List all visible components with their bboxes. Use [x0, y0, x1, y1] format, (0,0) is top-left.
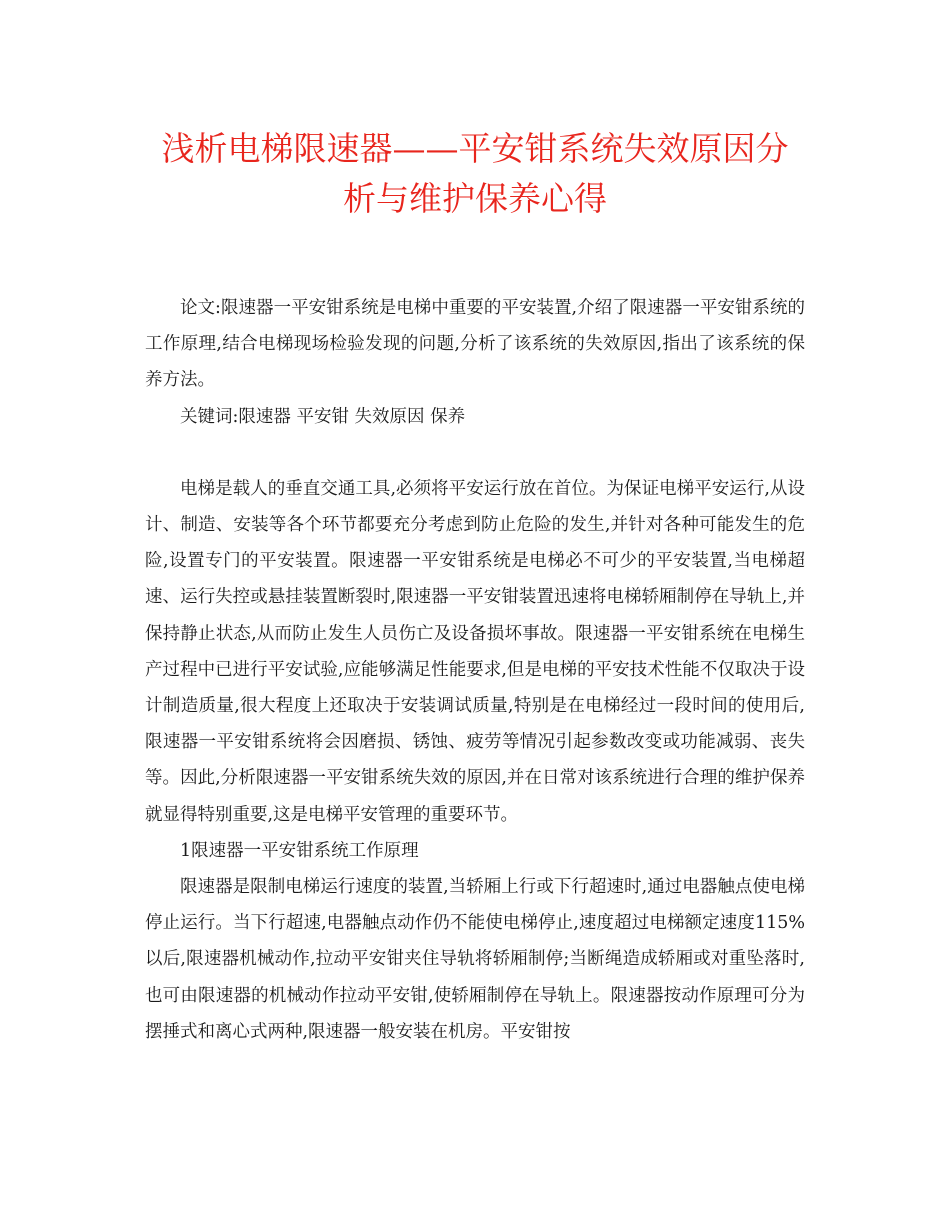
document-title: [120, 124, 830, 224]
abstract-paragraph: 论文:限速器一平安钳系统是电梯中重要的平安装置,介绍了限速器一平安钳系统的工作原理,结合电梯现场检验发现的问题,分析了该系统的失效原因,指出了该系统的保养方法。: [145, 298, 805, 391]
intro-paragraph: 电梯是载人的垂直交通工具,必须将平安运行放在首位。为保证电梯平安运行,从设计、制造、安装等各个环节都要充分考虑到防止危险的发生,并针对各种可能发生的危险,设置专门的平安装置。限速器一平安钳系统是电梯必不可少的平安装置,当电梯超速、运行失控或悬挂装置断裂时,限速器一平安钳装置迅速将电梯轿厢制停在导轨上,并保持静止状态,从而防止发生人员伤亡及设备损坏事故。限速器一平安钳系统在电梯生产过程中已进行平安试验,应能够满足性能要求,但是电梯的平安技术性能不仅取决于设计制造质量,很大程度上还取决于安装调试质量,特别是在电梯经过一段时间的使用后,限速器一平安钳系统将会因磨损、锈蚀、疲劳等情况引起参数改变或功能减弱、丧失等。因此,分析限速器一平安钳系统失效的原因,并在日常对该系统进行合理的维护保养就显得特别重要,这是电梯平安管理的重要环节。: [145, 478, 805, 825]
document-body: [145, 290, 805, 1050]
keywords-line: 关键词:限速器 平安钳 失效原因 保养: [180, 406, 466, 427]
paragraph-spacer: [145, 435, 805, 471]
title-line-2: 析与维护保养心得: [343, 179, 607, 218]
section-1-paragraph: 限速器是限制电梯运行速度的装置,当轿厢上行或下行超速时,通过电器触点使电梯停止运行。当下行超速,电器触点动作仍不能使电梯停止,速度超过电梯额定速度115%以后,限速器机械动作,拉动平安钳夹住导轨将轿厢制停;当断绳造成轿厢或对重坠落时,也可由限速器的机械动作拉动平安钳,使轿厢制停在导轨上。限速器按动作原理可分为摆捶式和离心式两种,限速器一般安装在机房。平安钳按: [145, 877, 805, 1042]
title-line-1: 浅析电梯限速器——平安钳系统失效原因分: [161, 129, 789, 168]
section-1-heading: 1限速器一平安钳系统工作原理: [180, 840, 419, 861]
